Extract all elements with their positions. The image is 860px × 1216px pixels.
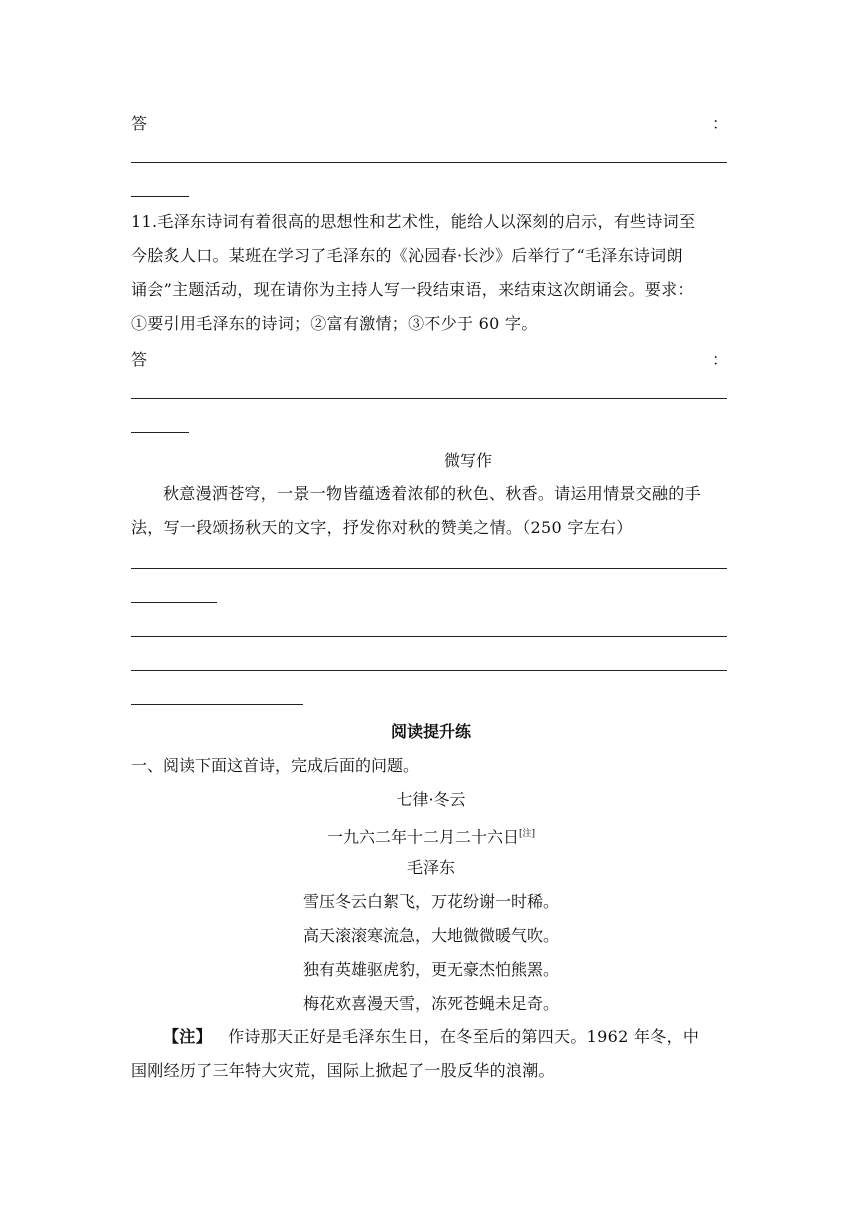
poem-line: 独有英雄驱虎豹，更无豪杰怕熊罴。	[302, 960, 559, 979]
poem-note	[131, 1020, 731, 1088]
micro-writing-prompt	[131, 477, 731, 545]
reading-intro: 一、阅读下面这首诗，完成后面的问题。	[131, 756, 420, 775]
poem-note-text: 作诗那天正好是毛泽东生日，在冬至后的第四天。1962 年冬，中	[228, 1027, 700, 1046]
question-11	[131, 205, 731, 341]
writing-line-short[interactable]	[131, 602, 217, 603]
poem-line: 雪压冬云白絮飞，万花纷谢一时稀。	[302, 892, 559, 911]
poem-note-label: 【注】	[163, 1027, 212, 1046]
answer-line-short[interactable]	[131, 196, 189, 197]
reading-section-title: 阅读提升练	[390, 722, 471, 741]
question-11-line: 11.毛泽东诗词有着很高的思想性和艺术性，能给人以深刻的启示，有些诗词至	[131, 212, 696, 231]
poem-title: 七律·冬云	[396, 790, 466, 809]
poem-author: 毛泽东	[406, 858, 455, 877]
poem-note-line: 国刚经历了三年特大灾荒，国际上掀起了一股反华的浪潮。	[131, 1061, 555, 1080]
answer-label: 答	[131, 350, 148, 369]
writing-line[interactable]	[131, 568, 727, 569]
poem-line: 梅花欢喜漫天雪，冻死苍蝇未足奇。	[302, 994, 559, 1013]
answer-line-short[interactable]	[131, 432, 189, 433]
writing-line[interactable]	[131, 636, 727, 637]
question-11-line: ①要引用毛泽东的诗词；②富有激情；③不少于 60 字。	[131, 314, 538, 333]
poem-date-note-ref[interactable]: [注]	[518, 829, 536, 839]
poem-note-line	[131, 1020, 731, 1054]
poem-date-line	[131, 820, 731, 851]
answer-colon: ：	[712, 114, 729, 133]
writing-line-short[interactable]	[131, 704, 303, 705]
answer-line[interactable]	[131, 398, 727, 399]
micro-writing-line: 法，写一段颂扬秋天的文字，抒发你对秋的赞美之情。（250 字左右）	[131, 518, 633, 537]
answer-colon: ：	[712, 350, 729, 369]
micro-writing-line: 秋意漫洒苍穹，一景一物皆蕴透着浓郁的秋色、秋香。请运用情景交融的手	[163, 484, 701, 503]
answer-label: 答	[131, 114, 148, 133]
question-11-line: 诵会”主题活动，现在请你为主持人写一段结束语，来结束这次朗诵会。要求：	[131, 280, 694, 299]
poem-date: 一九六二年十二月二十六日	[326, 827, 519, 847]
poem-line: 高天滚滚寒流急，大地微微暖气吹。	[302, 926, 559, 945]
micro-writing-title: 微写作	[444, 451, 493, 470]
writing-line[interactable]	[131, 670, 727, 671]
answer-line[interactable]	[131, 162, 727, 163]
question-11-line: 今脍炙人口。某班在学习了毛泽东的《沁园春·长沙》后举行了“毛泽东诗词朗	[131, 246, 683, 265]
